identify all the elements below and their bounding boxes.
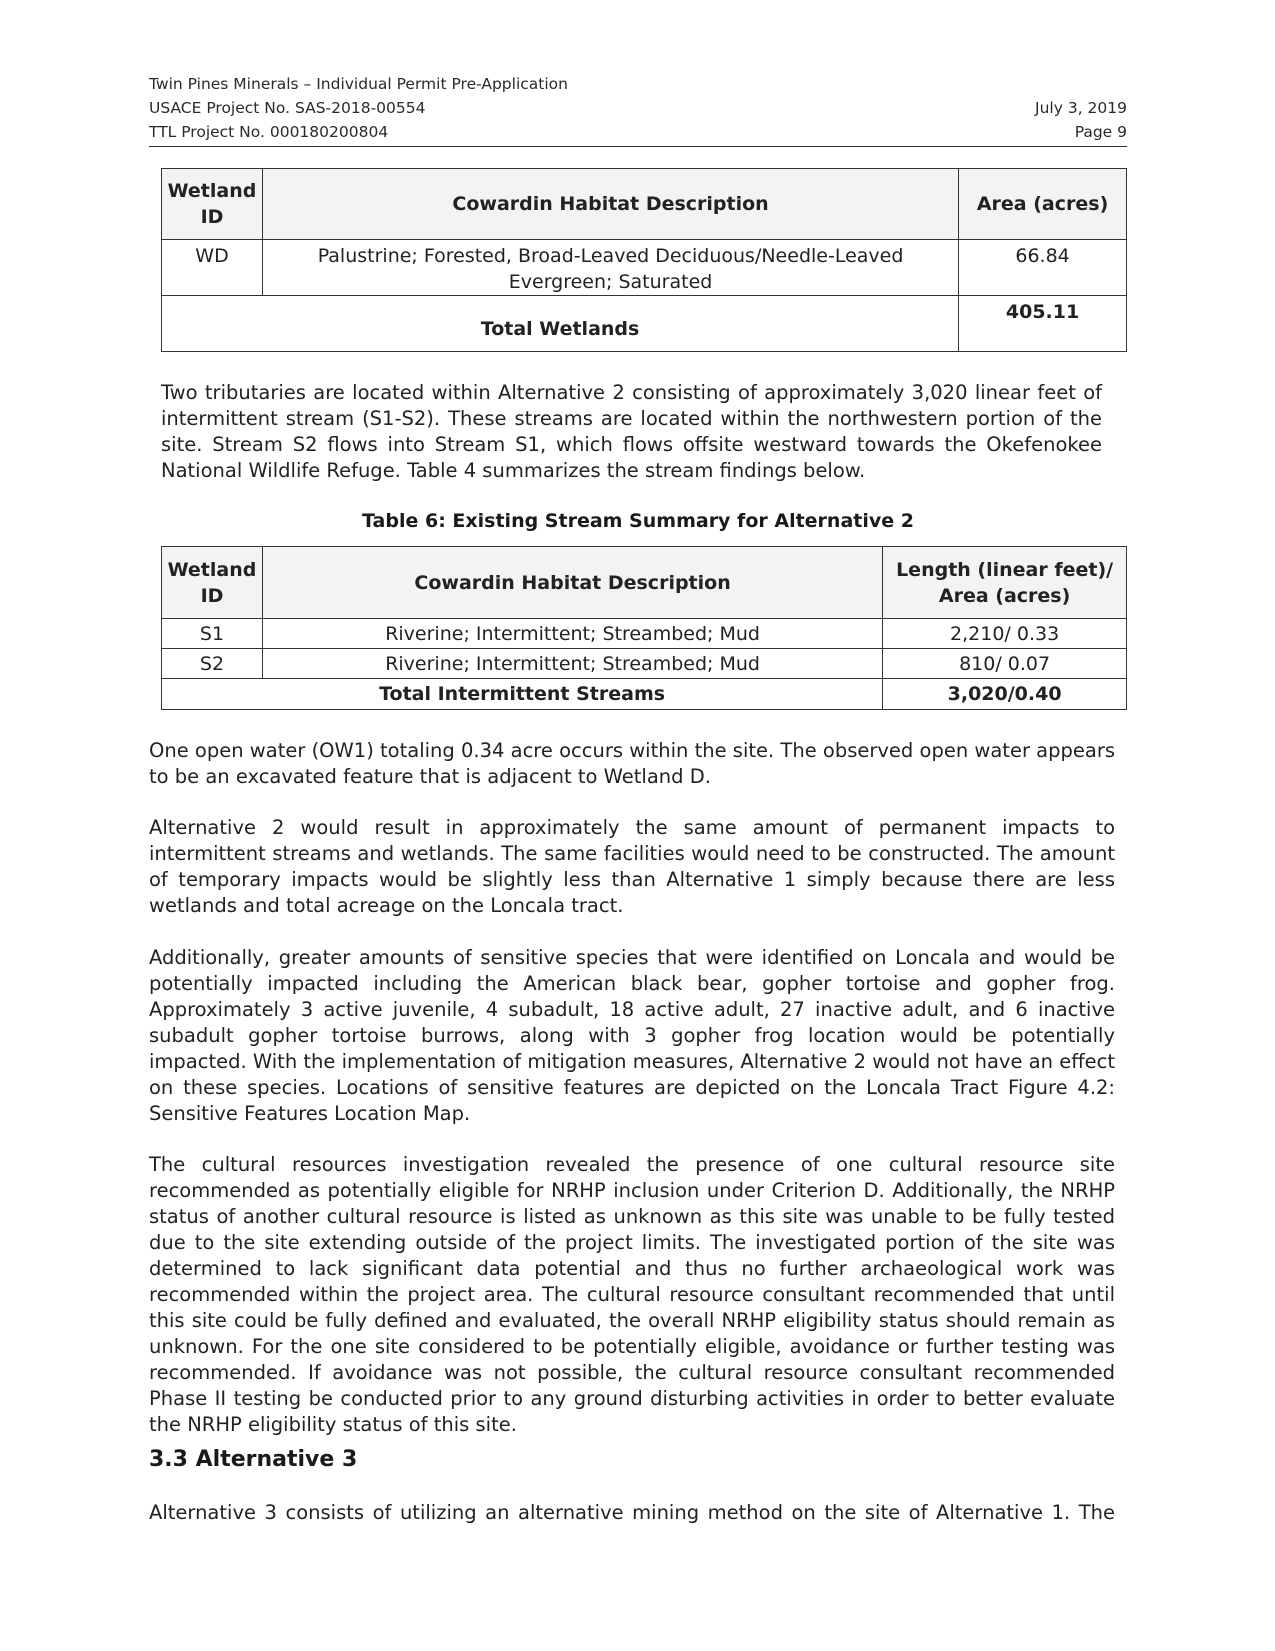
page-header xyxy=(149,72,1127,144)
wetland-id-cell: WD xyxy=(162,240,263,296)
paragraph-sensitive-species: Additionally, greater amounts of sensitive species that were identified on Loncala and would be potentially impacted including the American black bear, gopher tortoise and gopher frog. Approximately 3 active juvenile, 4 subadult, 18 active adult, 27 inactive adult, and 6 inactive subadult gopher tortoise burrows, along with 3 gopher frog location would be potentially impacted. With the implementation of mitigation measures, Alternative 2 would not have an effect on these species. Locations of sensitive features are depicted on the Loncala Tract Figure 4.2: Sensitive Features Location Map. xyxy=(149,946,1115,1125)
stream-table xyxy=(161,546,1127,710)
wetland-table xyxy=(161,168,1127,352)
paragraph-open-water: One open water (OW1) totaling 0.34 acre occurs within the site. The observed open water appears to be an excavated feature that is adjacent to Wetland D. xyxy=(149,739,1115,788)
header-divider xyxy=(149,146,1127,147)
stream-table-header-length: Length (linear feet)/ Area (acres) xyxy=(883,547,1127,619)
paragraph-alternative-3: Alternative 3 consists of utilizing an alternative mining method on the site of Alternative 1. The xyxy=(149,1501,1115,1524)
wetland-table-header-area: Area (acres) xyxy=(959,169,1127,240)
stream-total-value: 3,020/0.40 xyxy=(883,679,1127,710)
stream-description-cell: Riverine; Intermittent; Streambed; Mud xyxy=(262,649,882,679)
stream-id-cell: S1 xyxy=(162,619,263,649)
stream-total-label: Total Intermittent Streams xyxy=(162,679,883,710)
wetland-description-cell: Palustrine; Forested, Broad-Leaved Deciduous/Needle-Leaved Evergreen; Saturated xyxy=(262,240,958,296)
wetland-total-value: 405.11 xyxy=(959,296,1127,352)
table-row xyxy=(162,649,1127,679)
stream-id-cell: S2 xyxy=(162,649,263,679)
stream-description-cell: Riverine; Intermittent; Streambed; Mud xyxy=(262,619,882,649)
header-report-title: Twin Pines Minerals – Individual Permit Pre-Application xyxy=(149,75,568,93)
stream-table-caption: Table 6: Existing Stream Summary for Alternative 2 xyxy=(362,510,914,532)
stream-table-header-id: Wetland ID xyxy=(162,547,263,619)
table-row xyxy=(162,240,1127,296)
stream-table-header-description: Cowardin Habitat Description xyxy=(262,547,882,619)
table-total-row xyxy=(162,679,1127,710)
paragraph-impacts: Alternative 2 would result in approximately the same amount of permanent impacts to intermittent streams and wetlands. The same facilities would need to be constructed. The amount of temporary impacts would be slightly less than Alternative 1 simply because there are less wetlands and total acreage on the Loncala tract. xyxy=(149,816,1115,917)
wetland-area-cell: 66.84 xyxy=(959,240,1127,296)
stream-value-cell: 2,210/ 0.33 xyxy=(883,619,1127,649)
wetland-total-label: Total Wetlands xyxy=(162,296,959,352)
paragraph-tributaries: Two tributaries are located within Alternative 2 consisting of approximately 3,020 linear feet of intermittent stream (S1-S2). These streams are located within the northwestern portion of the site. Stream S2 flows into Stream S1, which flows offsite westward towards the Okefenokee National Wildlife Refuge. Table 4 summarizes the stream findings below. xyxy=(161,381,1102,482)
paragraph-cultural-resources: The cultural resources investigation revealed the presence of one cultural resource site recommended as potentially eligible for NRHP inclusion under Criterion D. Additionally, the NRHP status of another cultural resource is listed as unknown as this site was unable to be fully tested due to the site extending outside of the project limits. The investigated portion of the site was determined to lack significant data potential and thus no further archaeological work was recommended within the project area. The cultural resource consultant recommended that until this site could be fully defined and evaluated, the overall NRHP eligibility status should remain as unknown. For the one site considered to be potentially eligible, avoidance or further testing was recommended. If avoidance was not possible, the cultural resource consultant recommended Phase II testing be conducted prior to any ground disturbing activities in order to better evaluate the NRHP eligibility status of this site. xyxy=(149,1153,1115,1436)
header-ttl-project: TTL Project No. 000180200804 xyxy=(149,123,389,141)
wetland-table-header-id: Wetland ID xyxy=(162,169,263,240)
header-usace-project: USACE Project No. SAS-2018-00554 xyxy=(149,99,426,117)
header-page-number: Page 9 xyxy=(1074,123,1127,141)
header-date: July 3, 2019 xyxy=(1035,99,1127,117)
wetland-table-header-description: Cowardin Habitat Description xyxy=(262,169,958,240)
table-row xyxy=(162,619,1127,649)
table-total-row xyxy=(162,296,1127,352)
stream-value-cell: 810/ 0.07 xyxy=(883,649,1127,679)
section-heading-alternative-3: 3.3 Alternative 3 xyxy=(149,1447,358,1472)
